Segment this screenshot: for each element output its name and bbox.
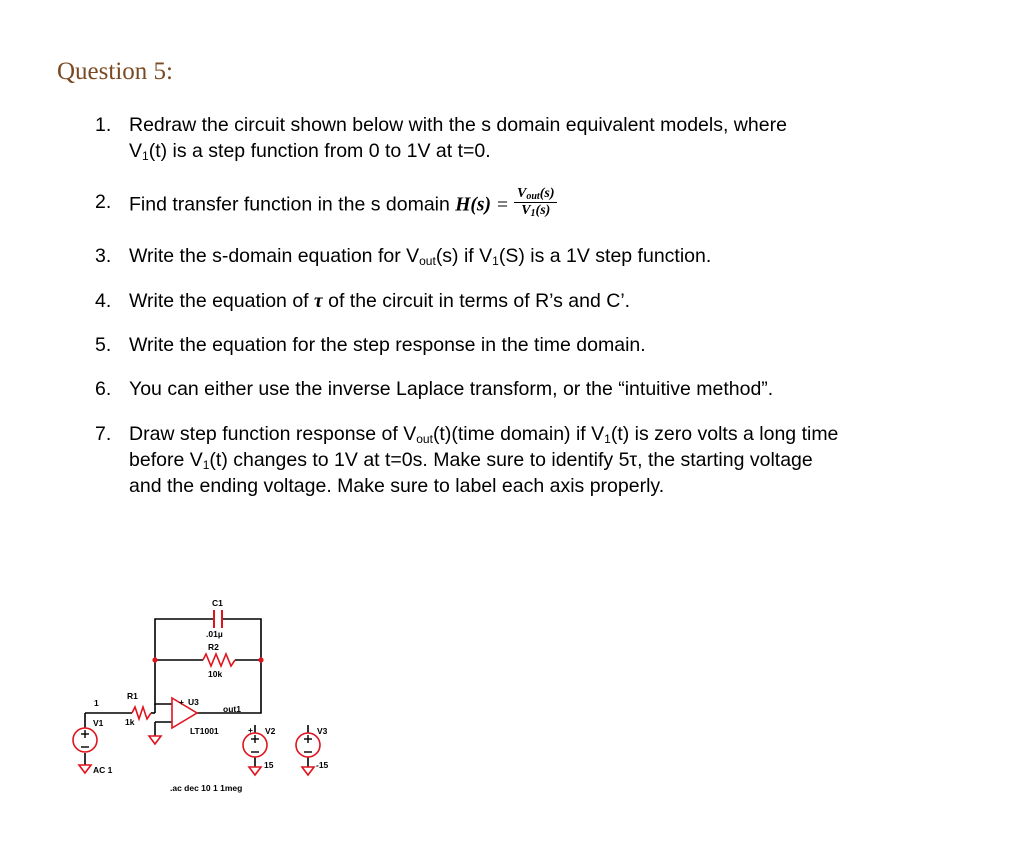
item-text-line-2: (t) is a step function from 0 to 1V at t=0. bbox=[148, 140, 491, 162]
item-text: Find transfer function in the s domain bbox=[129, 193, 450, 216]
v2-label: V2 bbox=[265, 726, 276, 736]
ground-symbol bbox=[149, 736, 161, 744]
ground-symbol bbox=[79, 765, 91, 773]
item-text: Write the equation for the step response in the time domain. bbox=[129, 334, 646, 356]
transfer-function-fraction: $\frac{V_{out}(s)}{V_1(s)}$ bbox=[514, 186, 557, 219]
question-heading: Question 5: bbox=[57, 58, 173, 85]
simulation-command: .ac dec 10 1 1meg bbox=[170, 783, 243, 793]
equals-sign: = bbox=[497, 194, 509, 216]
r2-label: R2 bbox=[208, 642, 219, 652]
item-number: 6. bbox=[95, 378, 112, 400]
r2-value: 10k bbox=[208, 669, 223, 679]
item-number: 7. bbox=[95, 423, 112, 445]
r1-resistor bbox=[132, 707, 151, 719]
c1-value: .01µ bbox=[206, 629, 223, 639]
item-number: 1. bbox=[95, 114, 112, 136]
item-number: 2. bbox=[95, 191, 112, 213]
v3-label: V3 bbox=[317, 726, 328, 736]
subscript: 1 bbox=[142, 149, 149, 163]
c1-label: C1 bbox=[212, 598, 223, 608]
r1-label: R1 bbox=[127, 691, 138, 701]
opamp-model: LT1001 bbox=[190, 726, 219, 736]
v1-symbol: V bbox=[129, 140, 143, 162]
r1-value: 1k bbox=[125, 717, 135, 727]
item-number: 3. bbox=[95, 245, 112, 267]
circuit-schematic bbox=[60, 595, 360, 800]
v3-value: -15 bbox=[316, 760, 329, 770]
v1-value: AC 1 bbox=[93, 765, 113, 775]
out-node-label: out1 bbox=[223, 704, 241, 714]
item-text: You can either use the inverse Laplace transform, or the “intuitive method”. bbox=[129, 378, 774, 400]
v2-value: 15 bbox=[264, 760, 274, 770]
item-number: 4. bbox=[95, 290, 112, 312]
opamp-plus-sign: + bbox=[179, 697, 184, 707]
transfer-function-symbol: H(s) bbox=[455, 194, 492, 216]
r2-resistor bbox=[203, 654, 235, 666]
v1-label: V1 bbox=[93, 718, 104, 728]
ground-symbol bbox=[249, 767, 261, 775]
u3-label: U3 bbox=[188, 697, 199, 707]
ground-symbol bbox=[302, 767, 314, 775]
node-1-label: 1 bbox=[94, 698, 99, 708]
item-number: 5. bbox=[95, 334, 112, 356]
tau-symbol: τ bbox=[314, 291, 323, 312]
item-text-line-1: Redraw the circuit shown below with the s domain equivalent models, where bbox=[129, 114, 787, 136]
v2-plus-sign: + bbox=[248, 725, 253, 735]
